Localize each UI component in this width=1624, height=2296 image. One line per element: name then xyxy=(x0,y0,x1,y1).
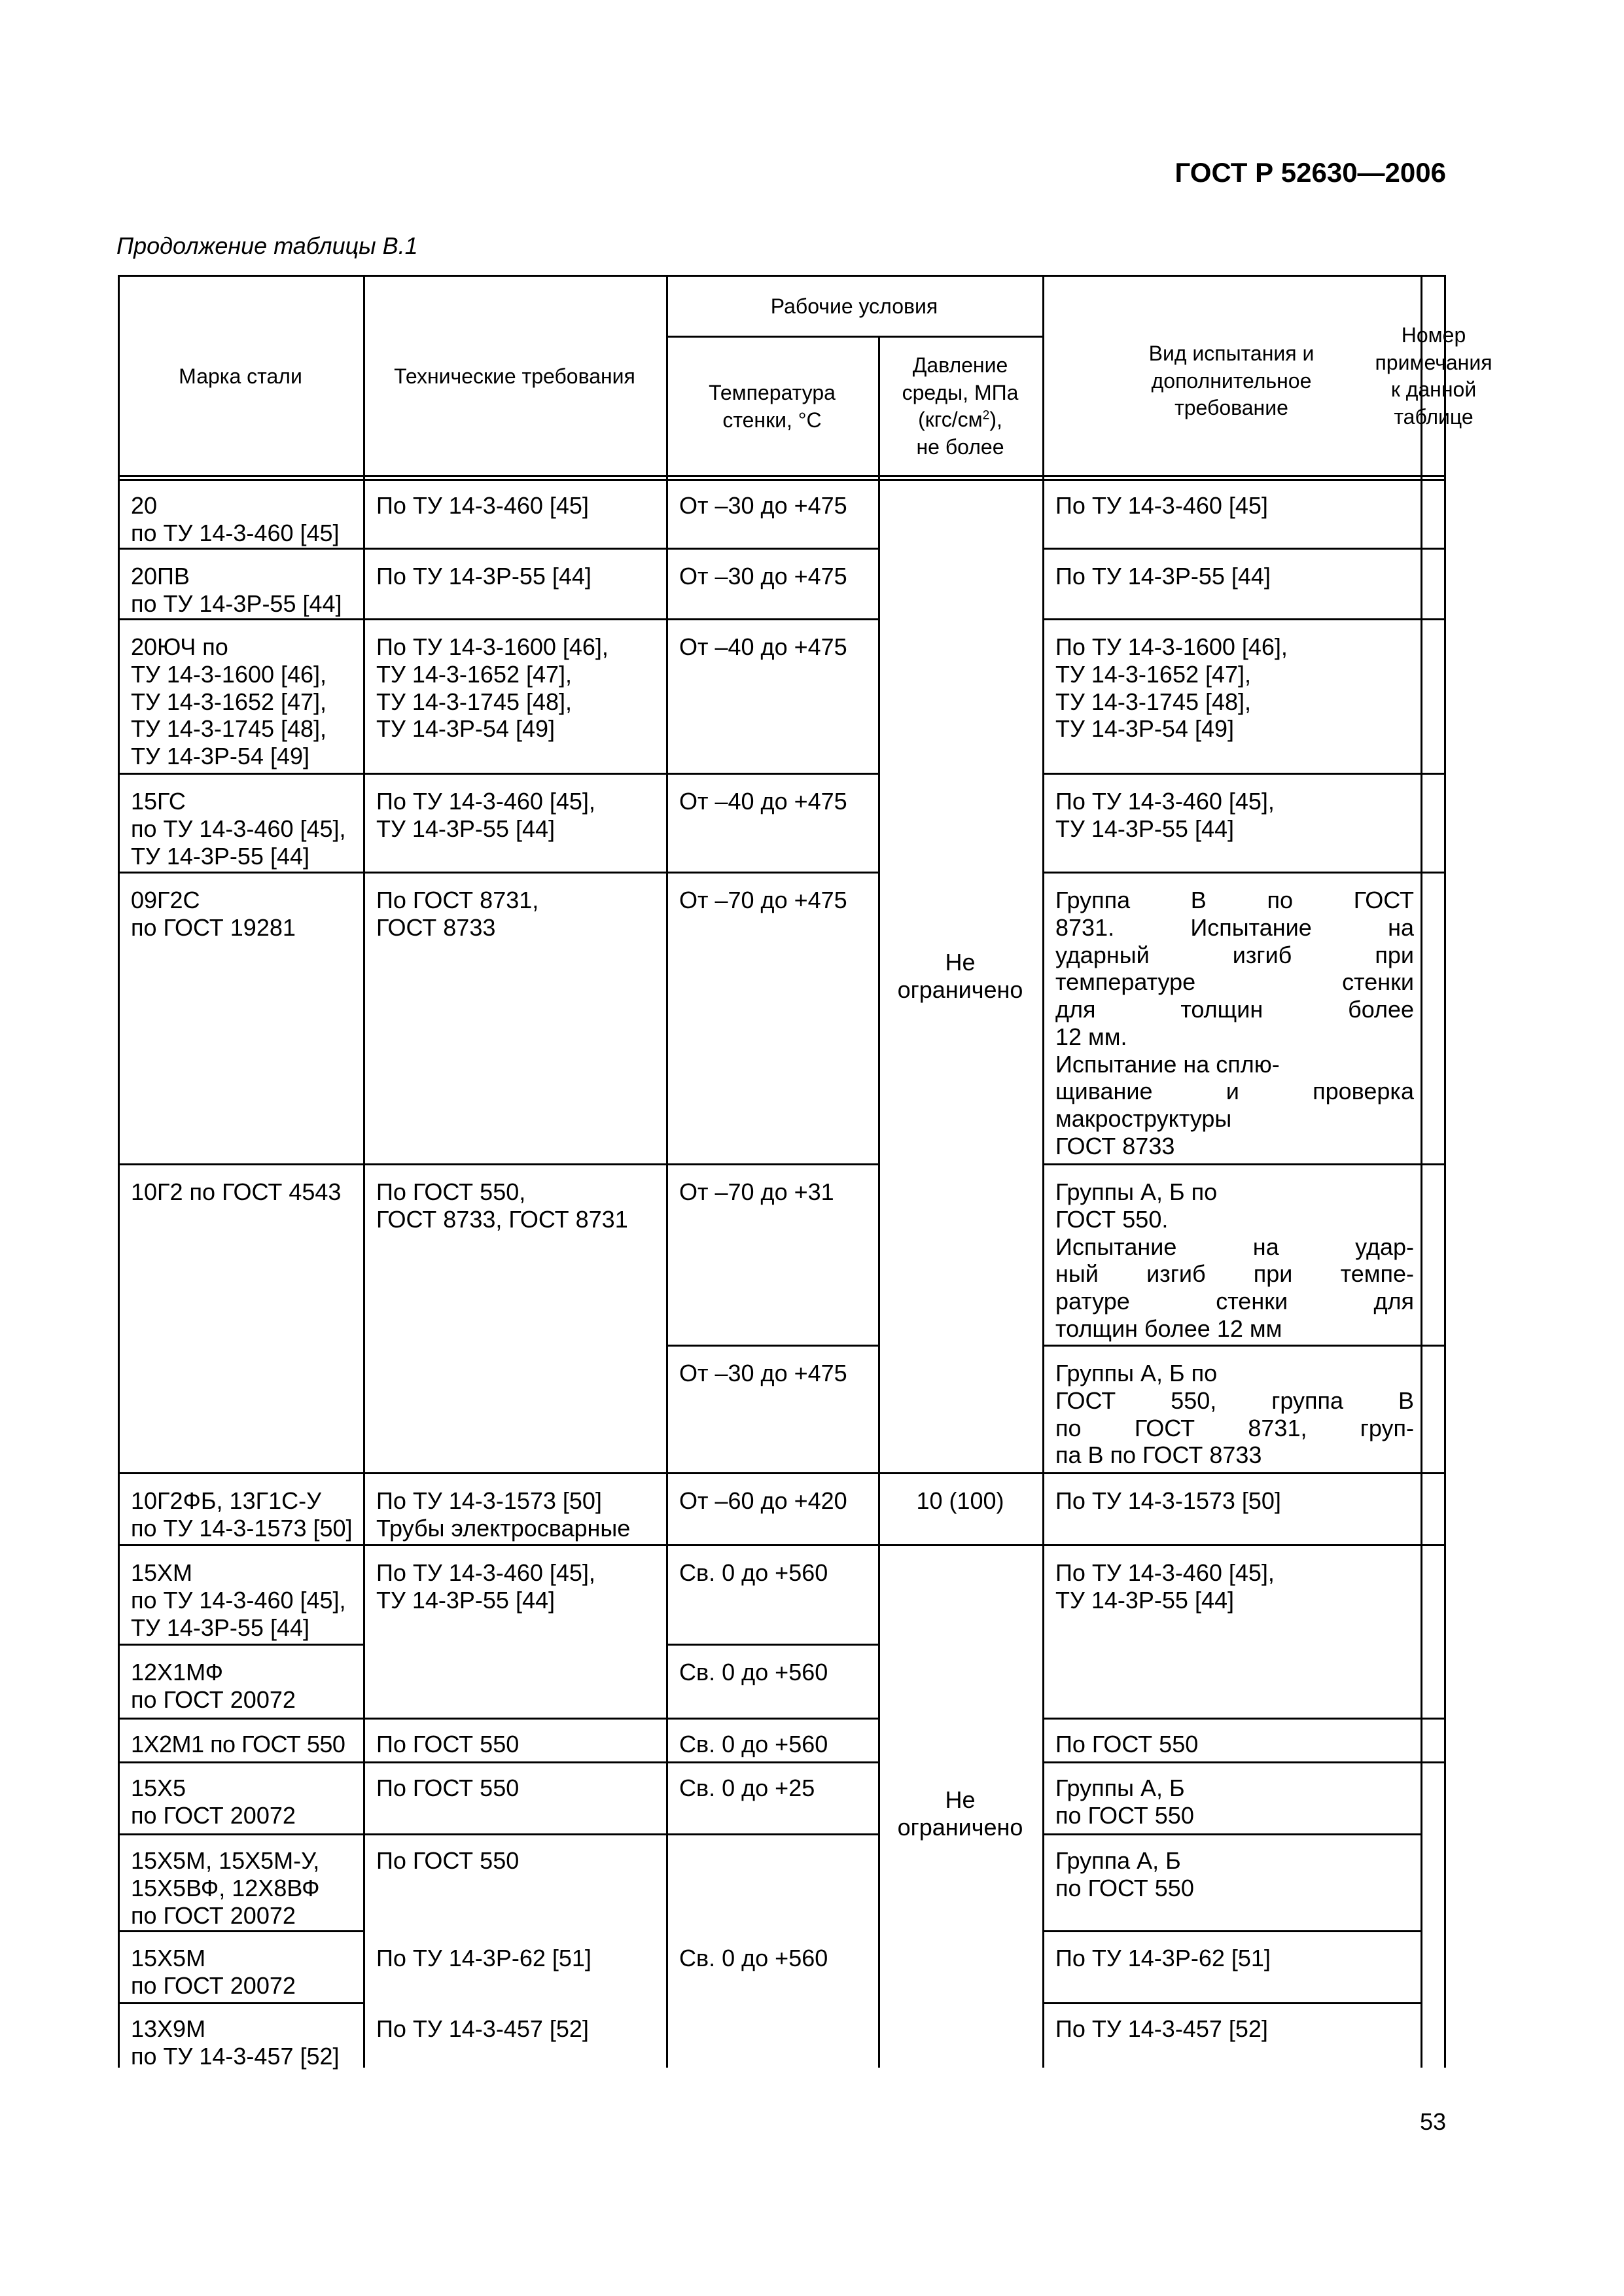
row-divider xyxy=(118,2002,363,2004)
row-divider xyxy=(118,1718,878,1720)
col-divider xyxy=(1421,275,1422,2068)
row-divider xyxy=(1042,872,1446,874)
row-divider xyxy=(118,1163,878,1165)
cell-steel-grade: 20ЮЧ по ТУ 14-3-1600 [46], ТУ 14-3-1652 [47], ТУ 14-3-1745 [48], ТУ 14-3Р-54 [49] xyxy=(131,633,327,769)
row-divider xyxy=(118,1930,363,1932)
cell-steel-grade: 12Х1МФ по ГОСТ 20072 xyxy=(131,1659,296,1713)
cell-wall-temperature: Св. 0 до +560 xyxy=(679,1559,828,1586)
cell-steel-grade: 10Г2ФБ, 13Г1С-У по ТУ 14-3-1573 [50] xyxy=(131,1487,353,1542)
row-divider xyxy=(1042,1930,1421,1932)
cell-wall-temperature: От –30 до +475 xyxy=(679,1360,847,1386)
table-right-border xyxy=(1444,275,1446,2068)
row-divider xyxy=(1042,1761,1446,1763)
cell-tech-requirements: По ГОСТ 550, ГОСТ 8733, ГОСТ 8731 xyxy=(376,1178,628,1233)
steel-grades-table xyxy=(118,275,1492,2070)
header-tech-requirements: Технические требования xyxy=(394,364,635,388)
cell-test-type: Группа А, Б по ГОСТ 550 xyxy=(1055,1847,1194,1901)
row-divider xyxy=(666,1644,878,1646)
table-left-border xyxy=(118,275,120,2068)
cell-tech-requirements: По ТУ 14-3-460 [45], ТУ 14-3Р-55 [44] xyxy=(376,788,595,842)
cell-test-type: Группа В по ГОСТ 8731. Испытание на ударный изгиб при температуре стенки для толщин более 12 мм. Испытание на сплю- щивание и проверка макроструктуры ГОСТ 8733 xyxy=(1055,887,1414,1159)
row-divider xyxy=(118,618,878,620)
cell-test-type: Группы А, Б по ГОСТ 550 xyxy=(1055,1775,1194,1829)
header-test-type: Вид испытания и дополнительное требование xyxy=(1148,342,1315,420)
cell-test-type: По ТУ 14-3Р-62 [51] xyxy=(1055,1945,1271,1971)
cell-test-type: По ТУ 14-3Р-55 [44] xyxy=(1055,563,1271,590)
cell-steel-grade: 20ПВ по ТУ 14-3Р-55 [44] xyxy=(131,563,342,617)
header-subdivider xyxy=(666,336,1042,338)
standard-designation: ГОСТ Р 52630—2006 xyxy=(1174,157,1446,188)
cell-steel-grade: 13Х9М по ТУ 14-3-457 [52] xyxy=(131,2015,340,2070)
header-wall-temperature: Температура стенки, °С xyxy=(709,381,836,432)
cell-test-type: Группы А, Б по ГОСТ 550, группа В по ГОСТ 8731, груп- па В по ГОСТ 8733 xyxy=(1055,1360,1414,1469)
row-divider xyxy=(1042,548,1446,550)
row-divider xyxy=(1042,1718,1446,1720)
row-divider xyxy=(118,1833,878,1835)
row-divider xyxy=(118,872,878,874)
header-bottom-border xyxy=(118,475,1446,477)
cell-tech-requirements: По ТУ 14-3Р-55 [44] xyxy=(376,563,591,590)
cell-test-type: По ТУ 14-3-1600 [46], ТУ 14-3-1652 [47], ТУ 14-3-1745 [48], ТУ 14-3Р-54 [49] xyxy=(1055,633,1288,743)
row-divider xyxy=(118,773,878,775)
cell-wall-temperature: Св. 0 до +560 xyxy=(679,1945,828,1971)
cell-wall-temperature: От –40 до +475 xyxy=(679,633,847,660)
cell-tech-requirements: По ТУ 14-3-1600 [46], ТУ 14-3-1652 [47], ТУ 14-3-1745 [48], ТУ 14-3Р-54 [49] xyxy=(376,633,609,743)
header-pressure: Давление среды, МПа $(кгс/см^2)$, не более xyxy=(902,353,1019,459)
pressure-not-limited-upper: Не ограничено xyxy=(897,949,1023,1003)
cell-steel-grade: 15Х5М по ГОСТ 20072 xyxy=(131,1945,296,1999)
page-number: 53 xyxy=(1419,2108,1446,2135)
cell-wall-temperature: От –30 до +475 xyxy=(679,563,847,590)
cell-pressure: 10 (100) xyxy=(916,1487,1004,1514)
cell-tech-requirements: По ТУ 14-3-460 [45], ТУ 14-3Р-55 [44] xyxy=(376,1559,595,1614)
cell-tech-requirements: По ТУ 14-3-457 [52] xyxy=(376,2015,589,2042)
col-divider xyxy=(363,275,365,2068)
cell-tech-requirements: По ГОСТ 550 xyxy=(376,1775,520,1801)
cell-test-type: По ТУ 14-3-460 [45], ТУ 14-3Р-55 [44] xyxy=(1055,1559,1275,1614)
cell-test-type: По ТУ 14-3-460 [45], ТУ 14-3Р-55 [44] xyxy=(1055,788,1275,842)
cell-tech-requirements: По ГОСТ 550 xyxy=(376,1847,520,1874)
cell-wall-temperature: Св. 0 до +560 xyxy=(679,1659,828,1686)
cell-test-type: По ТУ 14-3-457 [52] xyxy=(1055,2015,1268,2042)
row-divider xyxy=(118,1644,363,1646)
cell-test-type: По ТУ 14-3-460 [45] xyxy=(1055,492,1268,519)
row-divider xyxy=(666,1345,878,1347)
table-continuation-caption: Продолжение таблицы В.1 xyxy=(116,232,418,259)
cell-steel-grade: 15Х5 по ГОСТ 20072 xyxy=(131,1775,296,1829)
header-working-conditions: Рабочие условия xyxy=(770,294,938,318)
cell-tech-requirements: По ТУ 14-3-1573 [50] Трубы электросварные xyxy=(376,1487,631,1542)
col-divider xyxy=(666,275,668,2068)
row-divider xyxy=(1042,1163,1446,1165)
cell-tech-requirements: По ТУ 14-3Р-62 [51] xyxy=(376,1945,591,1971)
table-top-border xyxy=(118,275,1446,277)
cell-wall-temperature: От –40 до +475 xyxy=(679,788,847,815)
header-bottom-border-2 xyxy=(118,479,1446,481)
cell-test-type: По ТУ 14-3-1573 [50] xyxy=(1055,1487,1281,1514)
cell-steel-grade: 10Г2 по ГОСТ 4543 xyxy=(131,1178,342,1205)
cell-test-type: По ГОСТ 550 xyxy=(1055,1731,1199,1757)
cell-tech-requirements: По ГОСТ 550 xyxy=(376,1731,520,1757)
cell-steel-grade: 1Х2М1 по ГОСТ 550 xyxy=(131,1731,345,1757)
cell-steel-grade: 15Х5М, 15Х5М-У, 15Х5ВФ, 12Х8ВФ по ГОСТ 20072 xyxy=(131,1847,320,1929)
cell-wall-temperature: От –70 до +475 xyxy=(679,887,847,913)
row-divider xyxy=(1042,773,1446,775)
cell-wall-temperature: От –30 до +475 xyxy=(679,492,847,519)
col-divider xyxy=(1042,275,1044,2068)
cell-wall-temperature: Св. 0 до +560 xyxy=(679,1731,828,1757)
header-note-number: Номер примечания к данной таблице xyxy=(1375,323,1492,429)
cell-wall-temperature: От –70 до +31 xyxy=(679,1178,834,1205)
row-divider xyxy=(1042,1833,1421,1835)
cell-steel-grade: 15ХМ по ТУ 14-3-460 [45], ТУ 14-3Р-55 [44] xyxy=(131,1559,346,1641)
cell-wall-temperature: Св. 0 до +25 xyxy=(679,1775,815,1801)
cell-tech-requirements: По ГОСТ 8731, ГОСТ 8733 xyxy=(376,887,539,941)
row-divider xyxy=(118,1544,1446,1546)
pressure-not-limited-lower: Не ограничено xyxy=(897,1786,1023,1841)
row-divider xyxy=(1042,2002,1421,2004)
row-divider xyxy=(1042,618,1446,620)
cell-steel-grade: 15ГС по ТУ 14-3-460 [45], ТУ 14-3Р-55 [44] xyxy=(131,788,346,870)
cell-steel-grade: 09Г2С по ГОСТ 19281 xyxy=(131,887,296,941)
row-divider xyxy=(118,548,878,550)
cell-tech-requirements: По ТУ 14-3-460 [45] xyxy=(376,492,589,519)
cell-steel-grade: 20 по ТУ 14-3-460 [45] xyxy=(131,492,340,546)
cell-test-type: Группы А, Б по ГОСТ 550. Испытание на удар- ный изгиб при темпе- ратуре стенки для толщин более 12 мм xyxy=(1055,1178,1414,1342)
cell-wall-temperature: От –60 до +420 xyxy=(679,1487,847,1514)
row-divider xyxy=(1042,1345,1446,1347)
row-divider xyxy=(118,1472,1446,1474)
row-divider xyxy=(118,1761,878,1763)
header-steel-grade: Марка стали xyxy=(179,364,302,388)
